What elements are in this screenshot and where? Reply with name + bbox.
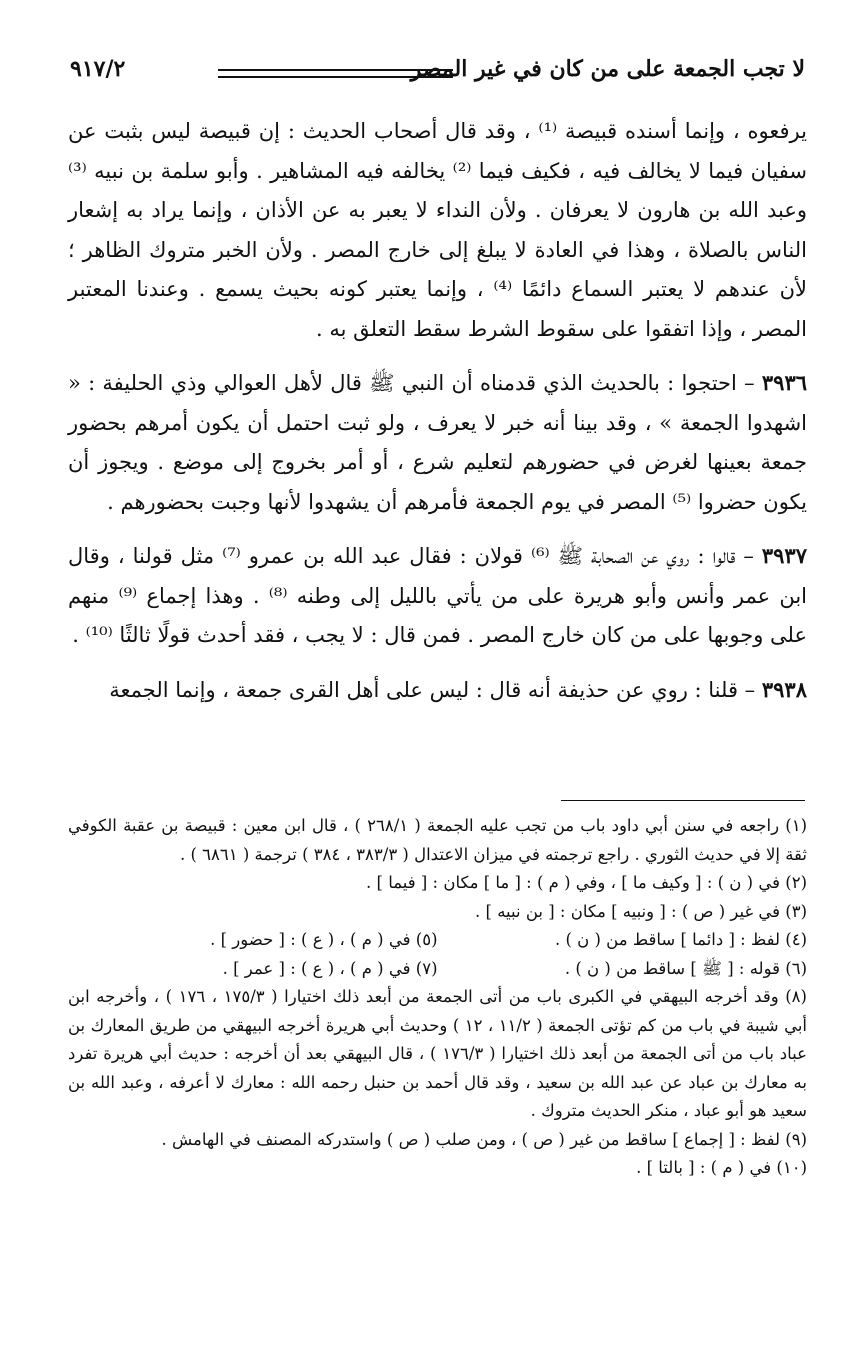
running-title: لا تجب الجمعة على من كان في غير المصر <box>410 56 805 82</box>
paragraph-text: يرفعوه ، وإنما أسنده قبيصة ⁽¹⁾ ، وقد قال أصحاب الحديث : إن قبيصة ليس بثبت عن سفيان فيما لا يخالف فيه ، فكيف فيما ⁽²⁾ يخالفه فيه المشاهير . وأبو سلمة بن نبيه ⁽³⁾ وعبد الله بن هارون لا يعرفان . ولأن النداء لا يعبر به عن الأذان ، وإنما يراد به إشعار الناس بالصلاة ، وهذا في العادة لا يبلغ إلى خارج المصر . ولأن الخبر متروك الظاهر ؛ لأن عندهم لا يعتبر السماع دائمًا ⁽⁴⁾ ، وإنما يعتبر كونه بحيث يسمع . وعندنا المعتبر المصر ، وإذا اتفقوا على سقوط الشرط سقط التعلق به . <box>68 119 807 341</box>
footnote: (٩) لفظ : [ إجماع ] ساقط من غير ( ص ) ، ومن صلب ( ص ) واستدركه المصنف في الهامش . <box>161 1129 807 1149</box>
paragraph <box>68 670 807 711</box>
running-header <box>70 52 805 92</box>
footnote: (٧) في ( م ) ، ( ع ) : [ عمر ] . <box>222 958 438 978</box>
footnote: (٢) في ( ن ) : [ وكيف ما ] ، وفي ( م ) : [ ما ] مكان : [ فيما ] . <box>366 873 807 892</box>
header-rule <box>218 69 453 78</box>
footnote-pair <box>68 926 807 955</box>
paragraph <box>68 363 807 522</box>
paragraph-number: ٣٩٣٨ <box>761 676 807 702</box>
paragraph <box>68 536 807 656</box>
footnote: (٦) قوله : [ ﷺ ] ساقط من ( ن ) . <box>564 958 807 978</box>
paragraph-text: – احتجوا : بالحديث الذي قدمناه أن النبي ﷺ قال لأهل العوالي وذي الحليفة : « اشهدوا الجمعة » ، وقد بينا أنه خبر لا يعرف ، ولو ثبت احتمل أن يكون أمرهم بحضور جمعة بعينها لغرض في حضورهم لتعليم شرع ، أو أمر بخروج إلى موضع . ويجوز أن يكون حضروا ⁽⁵⁾ المصر في يوم الجمعة فأمرهم أن يشهدوا لأنها وجبت بحضورهم . <box>68 371 807 514</box>
paragraph-number: ٣٩٣٦ <box>761 370 808 395</box>
page-number: ٩١٧/٢ <box>70 56 126 82</box>
paragraph-text: – قلنا : روي عن حذيفة أنه قال : ليس على أهل القرى جمعة ، وإنما الجمعة <box>109 677 756 702</box>
footnotes <box>68 812 807 1183</box>
footnote-separator <box>561 800 805 801</box>
footnote: (١٠) في ( م ) : [ بالتا ] . <box>636 1158 807 1177</box>
footnote: (٤) لفظ : [ دائما ] ساقط من ( ن ) . <box>554 930 807 949</box>
footnote: (٥) في ( م ) ، ( ع ) : [ حضور ] . <box>210 930 438 949</box>
paragraph-number: ٣٩٣٧ <box>761 543 807 568</box>
footnote: (٣) في غير ( ص ) : [ ونبيه ] مكان : [ بن نبيه ] . <box>475 901 807 921</box>
main-text <box>68 112 807 724</box>
paragraph <box>68 112 807 349</box>
footnote-pair <box>68 955 807 984</box>
footnote: (٨) وقد أخرجه البيهقي في الكبرى باب من أتى الجمعة من أبعد ذلك اختيارا ( ١٧٥/٣ ، ١٧٦ ) ، وأخرجه ابن أبي شيبة في باب من كم تؤتى الجمعة ( ١١/٢ ، ١٢ ) وحديث أبي هريرة أخرجه البيهقي من طريق المعارك بن عباد باب من أتى الجمعة من أبعد ذلك اختيارا ( ١٧٦/٣ ) ، قال البيهقي بعد أن أخرجه : حديث أبي هريرة تفرد به معارك بن عباد عن عبد الله بن سعيد ، وقد قال أحمد بن حنبل رحمه الله : معارك لا أعرفه ، وعبد الله بن سعيد هو أبو عباد ، منكر الحديث متروك . <box>68 987 808 1120</box>
paragraph-text: – قالوا : روي عن الصحابة ﷺ ⁽⁶⁾ قولان : فقال عبد الله بن عمرو ⁽⁷⁾ مثل قولنا ، وقال ابن عمر وأنس وأبو هريرة على من يأتي بالليل إلى وطنه ⁽⁸⁾ . وهذا إجماع ⁽⁹⁾ منهم على وجوبها على من كان خارج المصر . فمن قال : لا يجب ، فقد أحدث قولًا ثالثًا ⁽¹⁰⁾ . <box>68 544 808 647</box>
footnote: (١) راجعه في سنن أبي داود باب من تجب عليه الجمعة ( ٢٦٨/١ ) ، قال ابن معين : قبيصة بن عقبة الكوفي ثقة إلا في حديث الثوري . راجع ترجمته في ميزان الاعتدال ( ٣٨٣/٣ ، ٣٨٤ ) ترجمة ( ٦٨٦١ ) . <box>68 816 807 864</box>
